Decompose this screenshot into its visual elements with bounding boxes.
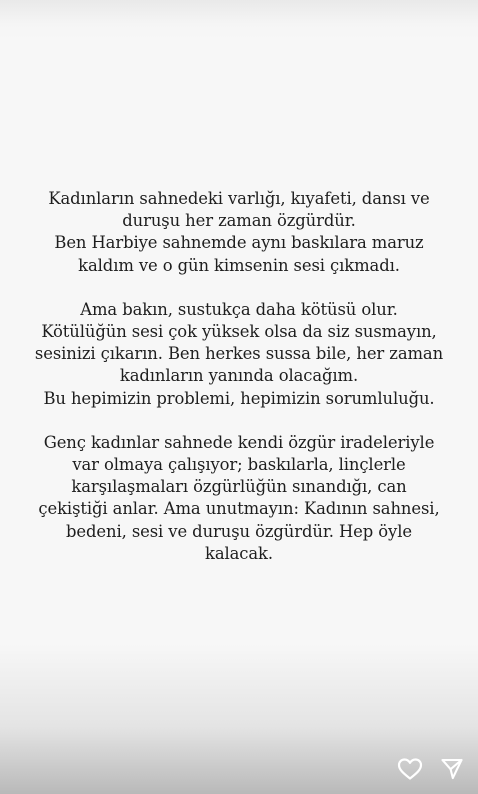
text-line: karşılaşmaları özgürlüğün sınandığı, can <box>71 477 407 497</box>
text-line: Genç kadınlar sahnede kendi özgür iradeleriyle <box>43 432 435 452</box>
text-line: Bu hepimizin problemi, hepimizin sorumluluğu. <box>43 388 435 408</box>
text-line: Kadınların sahnedeki varlığı, kıyafeti, dansı ve <box>48 189 430 208</box>
text-line: kalacak. <box>204 543 273 563</box>
text-line: çekiştiği anlar. Ama unutmayın: Kadının sahnesi, <box>38 499 440 519</box>
paragraph-2 <box>0 299 478 410</box>
text-line: Kötülüğün sesi çok yüksek olsa da siz susmayın, <box>41 322 437 342</box>
text-line: Ama bakın, sustukça daha kötüsü olur. <box>80 299 398 319</box>
text-line: kadınların yanında olacağım. <box>119 366 359 386</box>
like-button[interactable] <box>396 755 424 783</box>
text-line: kaldım ve o gün kimsenin sesi çıkmadı. <box>78 255 400 275</box>
story-text <box>0 188 478 587</box>
text-line: sesinizi çıkarın. Ben herkes sussa bile, her zaman <box>34 344 444 364</box>
heart-icon <box>397 757 423 781</box>
text-line: var olmaya çalışıyor; baskılarla, linçlerle <box>72 455 406 475</box>
share-button[interactable] <box>438 755 466 783</box>
text-line: duruşu her zaman özgürdür. <box>122 211 356 231</box>
text-line: bedeni, sesi ve duruşu özgürdür. Hep öyle <box>66 521 412 541</box>
paragraph-3 <box>0 432 478 565</box>
send-icon <box>440 757 464 781</box>
top-gradient <box>0 0 478 40</box>
text-line: Ben Harbiye sahnemde aynı baskılara maruz <box>54 233 424 253</box>
story-actions <box>396 754 466 784</box>
paragraph-1 <box>0 188 478 277</box>
